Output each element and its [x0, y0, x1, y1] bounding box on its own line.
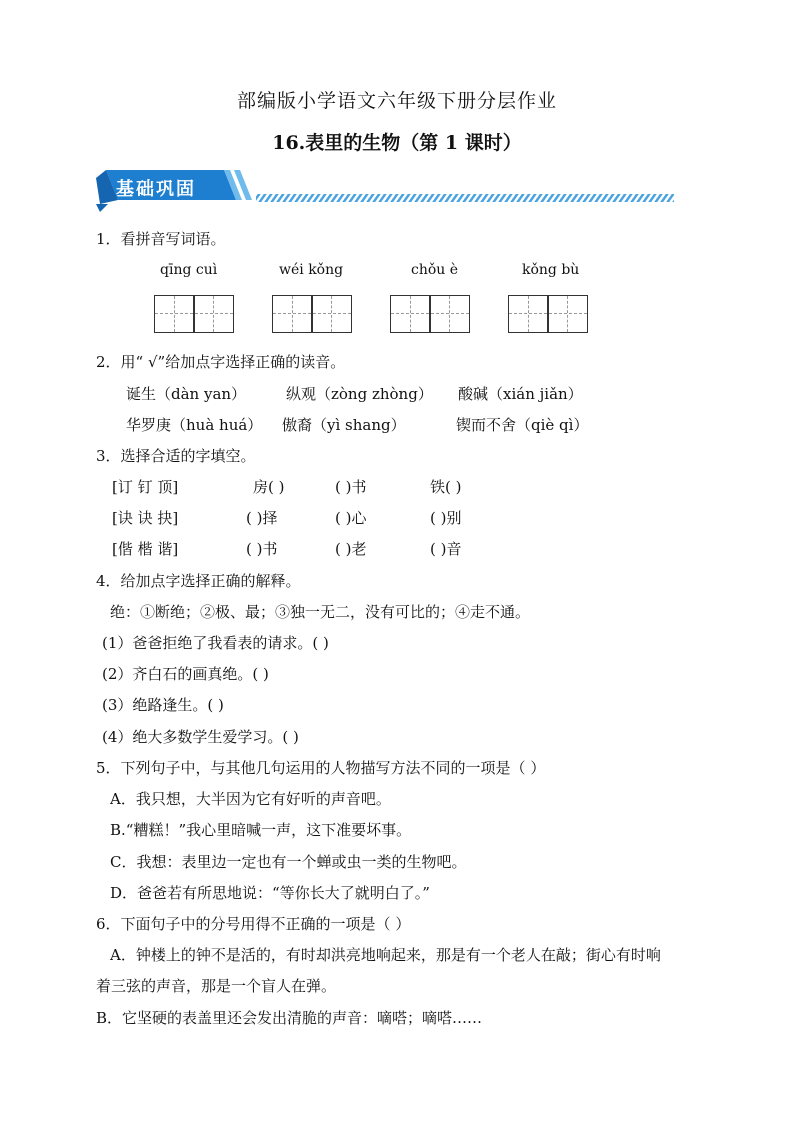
q2-item: 纵观（zòng zhòng） — [286, 385, 433, 403]
banner-label: 基础巩固 — [116, 179, 196, 200]
document-title: 部编版小学语文六年级下册分层作业 — [236, 90, 557, 112]
answer-grid-4[interactable] — [508, 295, 588, 333]
q3-options: [订 钉 顶] — [112, 478, 179, 496]
q2-item: 诞生（dàn yan） — [126, 385, 247, 403]
q1-stem: 1．看拼音写词语。 — [96, 230, 226, 248]
answer-grid-2[interactable] — [272, 295, 352, 333]
q3-blank[interactable]: ( )音 — [430, 540, 462, 558]
q4-item[interactable]: (2）齐白石的画真绝。( ) — [102, 665, 269, 683]
answer-grid-1[interactable] — [154, 295, 234, 333]
q3-blank[interactable]: 铁( ) — [430, 478, 462, 496]
q5-option-d[interactable]: D．爸爸若有所思地说：“等你长大了就明白了。” — [110, 884, 430, 902]
q3-blank[interactable]: ( )书 — [335, 478, 367, 496]
q3-blank[interactable]: ( )书 — [246, 540, 278, 558]
q1-pinyin-3: chǒu è — [411, 262, 459, 278]
q3-blank[interactable]: ( )择 — [246, 509, 278, 527]
q4-item[interactable]: (3）绝路逢生。( ) — [102, 696, 224, 714]
q4-item[interactable]: (4）绝大多数学生爱学习。( ) — [102, 728, 299, 746]
q6-option-a-cont: 着三弦的声音，那是一个盲人在弹。 — [96, 977, 337, 995]
q3-options: [偕 楷 谐] — [112, 540, 179, 558]
q2-item: 酸碱（xián jiǎn） — [458, 385, 583, 403]
q4-stem: 4．给加点字选择正确的解释。 — [96, 572, 301, 590]
q5-option-b[interactable]: B.“糟糕！”我心里暗喊一声，这下准要坏事。 — [110, 821, 412, 839]
q4-item[interactable]: (1）爸爸拒绝了我看表的请求。( ) — [102, 634, 329, 652]
q1-pinyin-4: kǒng bù — [522, 262, 580, 278]
q5-option-c[interactable]: C．我想：表里边一定也有一个蝉或虫一类的生物吧。 — [110, 853, 467, 871]
q2-item: 傲裔（yì shang） — [282, 416, 406, 434]
q6-option-b[interactable]: B．它坚硬的表盖里还会发出清脆的声音：嘀嗒；嘀嗒…… — [96, 1009, 483, 1027]
q5-option-a[interactable]: A．我只想，大半因为它有好听的声音吧。 — [110, 790, 391, 808]
q2-stem: 2．用“ √”给加点字选择正确的读音。 — [96, 353, 346, 371]
q2-item: 锲而不舍（qiè qì） — [456, 416, 589, 434]
q5-stem: 5．下列句子中，与其他几句运用的人物描写方法不同的一项是（ ） — [96, 759, 546, 777]
q3-blank[interactable]: ( )心 — [335, 509, 367, 527]
answer-grid-3[interactable] — [390, 295, 470, 333]
q3-blank[interactable]: 房( ) — [253, 478, 285, 496]
q3-blank[interactable]: ( )别 — [430, 509, 462, 527]
q3-blank[interactable]: ( )老 — [335, 540, 367, 558]
lesson-title: 16.表里的生物（第 1 课时） — [272, 132, 522, 154]
q6-option-a[interactable]: A．钟楼上的钟不是活的，有时却洪亮地响起来，那是有一个老人在敲；街心有时响 — [110, 946, 661, 964]
q1-pinyin-1: qīng cuì — [160, 262, 218, 278]
q3-options: [诀 诀 抉] — [112, 509, 179, 527]
q2-item: 华罗庚（huà huá） — [126, 416, 263, 434]
q6-stem: 6．下面句子中的分号用得不正确的一项是（ ） — [96, 915, 411, 933]
q1-pinyin-2: wéi kǒng — [279, 262, 344, 278]
q3-stem: 3．选择合适的字填空。 — [96, 447, 256, 465]
section-banner — [96, 168, 676, 212]
q4-definition: 绝：①断绝；②极、最；③独一无二，没有可比的；④走不通。 — [110, 603, 531, 621]
